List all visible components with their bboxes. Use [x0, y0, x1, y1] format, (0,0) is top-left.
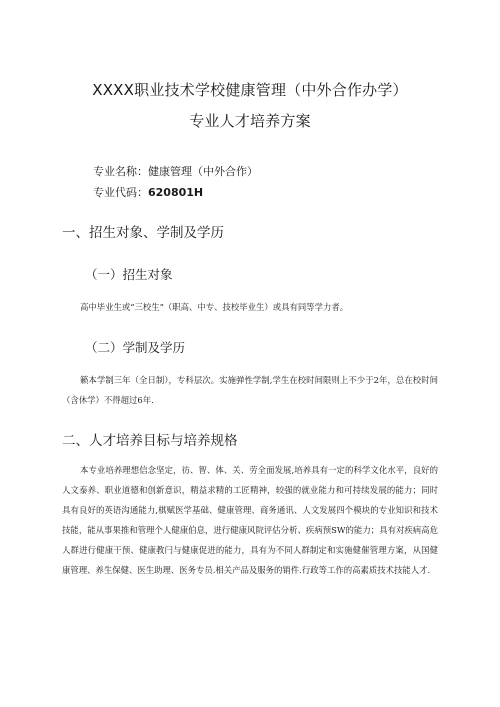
- paragraph-objectives: 本专业培养理想信念坚定，彷、智、体、关、劳全面发展,培养具有一定的科学文化水平，良好的人文泰养、职业道德和创新意识，精益求精的工匠精神，较强的就业能力和可持续发展的能力；同时具有良好的英语沟通能力,棋赋医学基础、健康管理、商务通讯、人文发展四个模块的专业知识和技术技能，能从事果推和管理个人健康伯息，进行健康风院评估分析、疾病预SW的能力；具有对疾病高危人群进行健康干预、健康教闩与健康促进的能力，具有为不同人群制定和实施健催管理方案，从国健康管理、养生保健、医生助理、医务专员.相关产品及服务的销件.行政等工作的高素质技术技能人才.: [62, 465, 438, 575]
- major-code-value: 620801H: [148, 186, 204, 199]
- major-code: [93, 184, 203, 200]
- subsection-heading-schooling: （二）学制及学历: [85, 340, 186, 355]
- document-subtitle: 专业人才培养方案: [189, 112, 311, 130]
- section-heading-admission: 一、招生对象、学制及学历: [62, 225, 224, 241]
- major-code-label: 专业代码：: [93, 186, 148, 199]
- major-name: 专业名称：健康管理（中外合作）: [93, 165, 258, 178]
- paragraph-enrollment: 高中毕业生或“三校生”（职高、中专、技校毕业生）或具有同等学力者。: [80, 302, 349, 312]
- paragraph-schooling: 籁本学制三年（全日制），专科层次。实施弹性学制,学生在校时间限则上不少于2年，总在校时间（含休学）不得超过6年.: [62, 375, 438, 405]
- section-heading-objectives: 二、人才培养目标与培养规格: [62, 433, 238, 449]
- document-title: XXXX职业技术学校健康管理（中外合作办学）: [92, 81, 408, 99]
- subsection-heading-enrollment: （一）招生对象: [85, 267, 173, 282]
